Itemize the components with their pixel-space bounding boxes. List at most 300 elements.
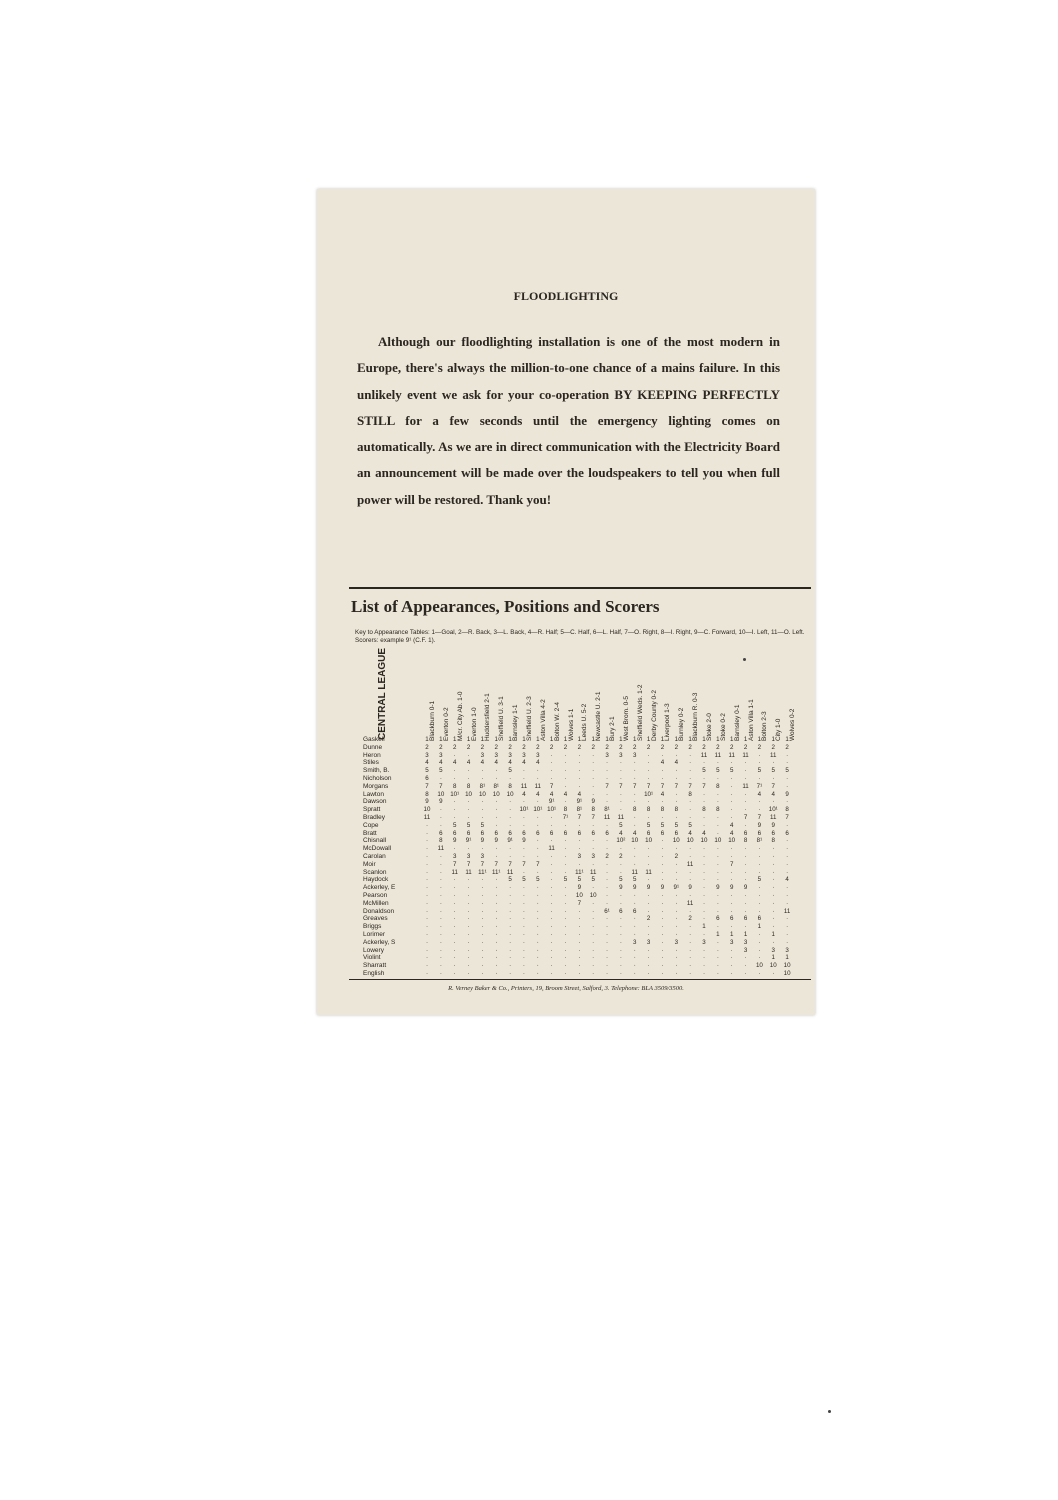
empty-cell: ·	[786, 915, 789, 923]
empty-cell: ·	[675, 798, 678, 806]
empty-cell: ·	[578, 954, 581, 962]
appearance-cell: 2	[716, 743, 720, 751]
printer-credit: R. Verney Baker & Co., Printers, 19, Broom Street, Salford, 3. Telephone: BLA 3509/3500.	[448, 985, 684, 992]
appearance-cell: 8¹	[493, 782, 499, 790]
empty-cell: ·	[675, 860, 678, 868]
empty-cell: ·	[495, 821, 498, 829]
empty-cell: ·	[522, 798, 525, 806]
empty-cell: ·	[716, 876, 719, 884]
appearance-cell: 11	[451, 868, 458, 876]
player-name: Greaves	[363, 915, 388, 923]
match-label: Barnsley 0-1	[733, 704, 741, 741]
empty-cell: ·	[495, 938, 498, 946]
empty-cell: ·	[550, 915, 553, 923]
empty-cell: ·	[495, 853, 498, 860]
appearance-cell: 9	[425, 798, 429, 806]
appearance-cell: 2	[425, 743, 429, 751]
empty-cell: ·	[550, 962, 553, 970]
empty-cell: ·	[481, 907, 484, 915]
empty-cell: ·	[675, 946, 678, 954]
empty-cell: ·	[661, 751, 664, 759]
appearance-cell: 1	[716, 736, 720, 743]
empty-cell: ·	[716, 923, 719, 931]
empty-cell: ·	[730, 775, 733, 782]
empty-cell: ·	[592, 954, 595, 962]
empty-cell: ·	[550, 775, 553, 782]
appearance-cell: 2	[702, 743, 706, 751]
empty-cell: ·	[467, 767, 470, 775]
appearance-cell: 1	[785, 954, 789, 962]
appearance-cell: 2	[771, 743, 775, 751]
empty-cell: ·	[578, 923, 581, 931]
empty-cell: ·	[633, 962, 636, 970]
appearance-cell: 11	[714, 751, 722, 759]
appearance-cell: 5	[591, 876, 595, 884]
empty-cell: ·	[592, 790, 595, 798]
empty-cell: ·	[786, 775, 789, 782]
empty-cell: ·	[702, 931, 706, 938]
appearance-cell: 4	[660, 759, 665, 767]
empty-cell: ·	[661, 814, 664, 821]
empty-cell: ·	[564, 860, 567, 868]
appearance-cell: 3	[439, 751, 443, 759]
empty-cell: ·	[647, 759, 650, 767]
empty-cell: ·	[578, 962, 581, 970]
appearance-cell: 11	[645, 868, 652, 876]
player-name: Bradley	[363, 813, 386, 821]
empty-cell: ·	[744, 970, 747, 977]
empty-cell: ·	[689, 806, 692, 814]
appearance-cell: 6	[771, 829, 775, 837]
appearance-cell: 11	[506, 868, 514, 876]
empty-cell: ·	[730, 806, 733, 814]
empty-cell: ·	[689, 946, 692, 954]
empty-cell: ·	[772, 915, 775, 923]
empty-cell: ·	[675, 962, 678, 970]
empty-cell: ·	[647, 946, 650, 954]
empty-cell: ·	[772, 970, 775, 977]
empty-cell: ·	[425, 868, 429, 876]
empty-cell: ·	[509, 962, 512, 970]
programme-page	[317, 189, 815, 1015]
empty-cell: ·	[564, 938, 567, 946]
empty-cell: ·	[689, 798, 692, 806]
empty-cell: ·	[619, 860, 622, 868]
empty-cell: ·	[786, 759, 789, 767]
match-label: Wolves 0-2	[789, 708, 797, 741]
appearance-cell: 2	[646, 915, 651, 923]
empty-cell: ·	[453, 806, 456, 814]
appearance-cell: 5	[619, 876, 623, 884]
appearance-cell: 1	[563, 736, 568, 743]
match-label: Wolves 1-1	[567, 708, 575, 741]
appearance-cell: 9	[591, 798, 595, 806]
appearance-cell: 7	[425, 782, 429, 790]
match-label: Bolton 2-3	[761, 711, 769, 741]
empty-cell: ·	[550, 860, 553, 868]
empty-cell: ·	[564, 931, 567, 938]
empty-cell: ·	[564, 837, 567, 845]
empty-cell: ·	[606, 798, 609, 806]
empty-cell: ·	[702, 845, 706, 853]
appearance-cell: 4	[466, 759, 471, 767]
empty-cell: ·	[675, 907, 678, 915]
empty-cell: ·	[786, 837, 789, 845]
appearance-cell: 11¹	[575, 868, 584, 876]
empty-cell: ·	[689, 892, 692, 899]
empty-cell: ·	[675, 923, 678, 931]
empty-cell: ·	[606, 837, 609, 845]
empty-cell: ·	[606, 954, 609, 962]
empty-cell: ·	[647, 907, 650, 915]
appearance-cell: 11	[770, 814, 777, 821]
empty-cell: ·	[647, 892, 650, 899]
match-label: Leeds U. 5-2	[581, 703, 589, 741]
appearance-cell: 11	[520, 782, 528, 790]
appearance-cell: 4	[729, 829, 734, 837]
empty-cell: ·	[661, 860, 664, 868]
appearance-cell: 2	[757, 743, 762, 751]
appearance-cell: 3	[785, 946, 789, 954]
player-name: Pearson	[363, 891, 388, 899]
empty-cell: ·	[453, 907, 456, 915]
empty-cell: ·	[619, 759, 622, 767]
empty-cell: ·	[758, 806, 761, 814]
empty-cell: ·	[786, 845, 789, 853]
player-name: Cope	[363, 821, 379, 829]
appearance-cell: 10	[783, 962, 791, 970]
player-name: Ackerley, S	[363, 938, 396, 946]
empty-cell: ·	[467, 876, 470, 884]
empty-cell: ·	[772, 876, 775, 884]
empty-cell: ·	[647, 876, 650, 884]
appearance-cell: 2	[522, 743, 526, 751]
empty-cell: ·	[702, 915, 706, 923]
appearance-cell: 1	[771, 931, 775, 938]
appearance-cell: 7	[757, 814, 762, 821]
appearance-cell: 2	[633, 743, 637, 751]
appearance-cell: 5	[439, 767, 443, 775]
empty-cell: ·	[619, 806, 622, 814]
empty-cell: ·	[550, 884, 553, 892]
appearance-cell: 11¹	[478, 868, 487, 876]
match-label: Barnsley 1-1	[512, 704, 520, 741]
appearance-cell: 9	[771, 821, 775, 829]
empty-cell: ·	[564, 970, 567, 977]
appearance-cell: 6	[508, 829, 512, 837]
appearance-cell: 6	[439, 829, 443, 837]
empty-cell: ·	[647, 899, 650, 907]
empty-cell: ·	[786, 860, 789, 868]
appearance-cell: 5	[674, 821, 679, 829]
empty-cell: ·	[509, 806, 512, 814]
empty-cell: ·	[619, 767, 622, 775]
empty-cell: ·	[495, 946, 498, 954]
empty-cell: ·	[522, 884, 525, 892]
empty-cell: ·	[758, 899, 761, 907]
empty-cell: ·	[467, 946, 470, 954]
appearance-cell: 5	[646, 821, 651, 829]
empty-cell: ·	[716, 821, 719, 829]
empty-cell: ·	[730, 798, 733, 806]
appearance-cell: 5	[452, 821, 457, 829]
empty-cell: ·	[786, 899, 789, 907]
empty-cell: ·	[425, 938, 429, 946]
empty-cell: ·	[633, 970, 636, 977]
appearance-cell: 5	[536, 876, 540, 884]
empty-cell: ·	[578, 915, 581, 923]
empty-cell: ·	[772, 853, 775, 860]
player-list	[363, 736, 395, 978]
appearance-cell: 7	[771, 782, 775, 790]
appearance-cell: 11¹	[492, 868, 501, 876]
appearance-cell: 2	[646, 743, 651, 751]
empty-cell: ·	[550, 923, 553, 931]
empty-cell: ·	[661, 837, 664, 845]
appearance-cell: 5	[771, 767, 775, 775]
appearance-cell: 2	[619, 853, 623, 860]
appearance-cell: 11	[423, 814, 431, 821]
empty-cell: ·	[619, 962, 622, 970]
empty-cell: ·	[453, 814, 456, 821]
player-name: Nicholson	[363, 774, 392, 782]
empty-cell: ·	[772, 907, 775, 915]
appearance-cell: 3	[536, 751, 540, 759]
empty-cell: ·	[467, 775, 470, 782]
appearance-cell: 4	[660, 790, 665, 798]
appearance-cell: 6	[549, 829, 554, 837]
empty-cell: ·	[509, 938, 512, 946]
appearance-cell: 4	[480, 759, 485, 767]
empty-cell: ·	[786, 923, 789, 931]
appearance-cell: 3	[480, 751, 485, 759]
empty-cell: ·	[702, 884, 706, 892]
empty-cell: ·	[536, 884, 539, 892]
appearance-cell: 1	[702, 923, 706, 931]
notice-body: Although our floodlighting installation is one of the most modern in Europe, there's always the million-to-one chance of a mains failure. In this unlikely event we ask for your co-operation BY KEEPING PERFECTLY STILL for a few seconds until the emergency lighting comes on automatically. As we are in direct communication with the Electricity Board an announcement will be made over the loudspeakers to tell you when full power will be restored. Thank you!	[357, 334, 780, 507]
empty-cell: ·	[578, 907, 581, 915]
appearance-cell: 6	[633, 907, 637, 915]
appearance-cell: 11	[465, 868, 472, 876]
empty-cell: ·	[606, 860, 609, 868]
empty-cell: ·	[453, 970, 456, 977]
empty-cell: ·	[536, 938, 539, 946]
empty-cell: ·	[592, 759, 595, 767]
empty-cell: ·	[509, 923, 512, 931]
empty-cell: ·	[550, 853, 553, 860]
empty-cell: ·	[592, 962, 595, 970]
empty-cell: ·	[633, 954, 636, 962]
appearance-cell: 4	[536, 759, 540, 767]
appearance-cell: 3	[771, 946, 775, 954]
appearance-cell: 6	[494, 829, 498, 837]
empty-cell: ·	[522, 946, 525, 954]
appearance-cell: 11	[770, 751, 777, 759]
empty-cell: ·	[495, 845, 498, 853]
empty-cell: ·	[633, 946, 636, 954]
appearance-cell: 6	[605, 829, 609, 837]
appearance-cell: 11	[742, 751, 749, 759]
empty-cell: ·	[592, 907, 595, 915]
empty-cell: ·	[550, 946, 553, 954]
appearance-cell: 3	[466, 853, 471, 860]
empty-cell: ·	[702, 892, 706, 899]
appearance-cell: 5	[522, 876, 526, 884]
appearance-cell: 8	[716, 782, 720, 790]
appearance-cell: 1	[743, 931, 748, 938]
appearance-cell: 1	[716, 931, 720, 938]
appearance-cell: 6	[757, 829, 762, 837]
player-name: Heron	[363, 751, 381, 759]
empty-cell: ·	[786, 798, 789, 806]
empty-cell: ·	[467, 970, 470, 977]
empty-cell: ·	[425, 853, 429, 860]
empty-cell: ·	[481, 892, 484, 899]
empty-cell: ·	[564, 884, 567, 892]
empty-cell: ·	[758, 868, 761, 876]
empty-cell: ·	[578, 775, 581, 782]
empty-cell: ·	[661, 970, 664, 977]
appearance-cell: 2	[605, 743, 609, 751]
appearance-cell: 11	[783, 907, 791, 915]
empty-cell: ·	[689, 751, 692, 759]
empty-cell: ·	[786, 892, 789, 899]
empty-cell: ·	[495, 876, 498, 884]
empty-cell: ·	[744, 860, 747, 868]
empty-cell: ·	[536, 931, 539, 938]
empty-cell: ·	[661, 907, 664, 915]
empty-cell: ·	[592, 767, 595, 775]
appearance-cell: 6	[743, 915, 748, 923]
appearance-cell: 10	[700, 837, 708, 845]
empty-cell: ·	[730, 876, 733, 884]
appearance-cell: 3	[452, 853, 457, 860]
empty-cell: ·	[702, 775, 706, 782]
appearance-cell: 8	[646, 806, 651, 814]
empty-cell: ·	[702, 853, 706, 860]
appearance-cell: 2	[729, 743, 734, 751]
appearance-cell: 9	[743, 884, 748, 892]
appearance-cell: 1	[757, 736, 762, 743]
match-label: Stoke 2-0	[706, 713, 713, 741]
appearance-cell: 8	[452, 782, 457, 790]
empty-cell: ·	[509, 899, 512, 907]
empty-cell: ·	[619, 868, 622, 876]
player-name: English	[363, 969, 385, 977]
empty-cell: ·	[786, 938, 789, 946]
empty-cell: ·	[522, 931, 525, 938]
empty-cell: ·	[716, 775, 719, 782]
empty-cell: ·	[550, 837, 553, 845]
player-name: Morgans	[363, 782, 389, 790]
empty-cell: ·	[633, 915, 636, 923]
empty-cell: ·	[647, 767, 650, 775]
appearance-cell: 8¹	[576, 806, 583, 814]
empty-cell: ·	[453, 884, 456, 892]
empty-cell: ·	[758, 938, 761, 946]
player-name: Smith, B.	[363, 767, 390, 775]
appearance-cell: 1	[619, 736, 623, 743]
empty-cell: ·	[786, 751, 789, 759]
empty-cell: ·	[536, 868, 539, 876]
empty-cell: ·	[661, 876, 664, 884]
appearance-cell: 10¹	[768, 806, 778, 814]
appearance-cell: 11	[631, 868, 638, 876]
empty-cell: ·	[633, 790, 636, 798]
empty-cell: ·	[619, 970, 622, 977]
player-name: Moir	[363, 860, 376, 868]
appearance-cell: 2	[688, 743, 692, 751]
player-name: Spratt	[363, 806, 381, 814]
empty-cell: ·	[744, 853, 747, 860]
empty-cell: ·	[647, 798, 650, 806]
empty-cell: ·	[675, 892, 678, 899]
empty-cell: ·	[564, 892, 567, 899]
empty-cell: ·	[786, 868, 789, 876]
empty-cell: ·	[592, 915, 595, 923]
empty-cell: ·	[689, 923, 692, 931]
empty-cell: ·	[522, 868, 525, 876]
empty-cell: ·	[509, 853, 512, 860]
empty-cell: ·	[606, 775, 609, 782]
empty-cell: ·	[495, 923, 498, 931]
appearance-cell: 7	[577, 899, 582, 907]
empty-cell: ·	[536, 775, 539, 782]
appearance-cell: 3	[494, 751, 498, 759]
empty-cell: ·	[772, 884, 775, 892]
empty-cell: ·	[578, 782, 581, 790]
empty-cell: ·	[536, 970, 539, 977]
player-name: Ackerley, E	[363, 884, 396, 892]
appearance-cell: 7	[480, 860, 485, 868]
empty-cell: ·	[453, 767, 456, 775]
appearance-cell: 3	[729, 938, 734, 946]
empty-cell: ·	[550, 821, 553, 829]
appearance-cell: 1	[549, 736, 554, 743]
empty-cell: ·	[647, 931, 650, 938]
empty-cell: ·	[578, 759, 581, 767]
empty-cell: ·	[744, 954, 747, 962]
empty-cell: ·	[675, 814, 678, 821]
empty-cell: ·	[647, 970, 650, 977]
appearance-cell: 1	[466, 736, 471, 743]
appearance-cell: 3	[633, 938, 637, 946]
appearance-cell: 2	[577, 743, 582, 751]
player-name: Gaskell	[363, 736, 385, 743]
empty-cell: ·	[550, 938, 553, 946]
appearance-cell: 5	[785, 767, 789, 775]
appearance-cell: 2	[508, 743, 512, 751]
appearance-cell: 2	[480, 743, 485, 751]
appearance-cell: 2	[591, 743, 595, 751]
player-name: Chisnall	[363, 837, 387, 845]
empty-cell: ·	[744, 821, 747, 829]
appearance-cell: 11	[686, 860, 694, 868]
empty-cell: ·	[578, 938, 581, 946]
appearance-cell: 10	[506, 790, 514, 798]
empty-cell: ·	[550, 759, 553, 767]
empty-cell: ·	[606, 845, 609, 853]
empty-cell: ·	[702, 868, 706, 876]
appearance-cell: 9¹	[548, 798, 555, 806]
empty-cell: ·	[606, 759, 609, 767]
empty-cell: ·	[758, 884, 761, 892]
empty-cell: ·	[550, 954, 553, 962]
appearance-cell: 8	[508, 782, 512, 790]
empty-cell: ·	[689, 970, 692, 977]
appearance-cell: 1	[743, 736, 748, 743]
appearance-cell: 9	[757, 821, 762, 829]
